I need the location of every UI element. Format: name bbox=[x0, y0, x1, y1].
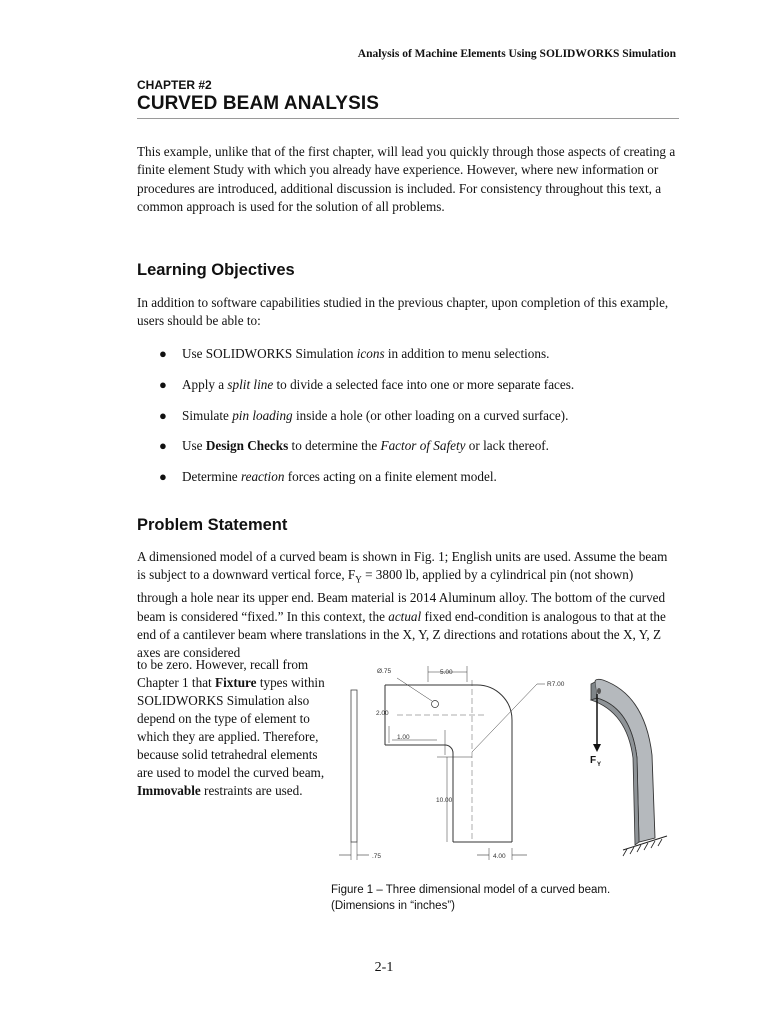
dim-radius: R7.00 bbox=[547, 681, 565, 688]
chapter-label: CHAPTER #2 bbox=[137, 78, 212, 92]
objectives-lead: In addition to software capabilities studied in the previous chapter, upon completion of this example, users should be able to: bbox=[137, 295, 669, 329]
problem-paragraph-continued bbox=[137, 656, 327, 800]
item-strong: Design Checks bbox=[205, 438, 289, 454]
pin-hole bbox=[432, 701, 439, 708]
force-label-sub: Y bbox=[597, 762, 602, 768]
dim-thickness: .75 bbox=[372, 853, 382, 860]
side-view-beam bbox=[351, 690, 357, 842]
item-emphasis: icons bbox=[356, 346, 385, 361]
item-text: Use SOLIDWORKS Simulation bbox=[182, 346, 357, 361]
dim-top-length: 5.00 bbox=[440, 669, 453, 676]
figure-caption bbox=[331, 882, 610, 914]
page-title: CURVED BEAM ANALYSIS bbox=[137, 93, 380, 114]
item-text: Use bbox=[182, 438, 206, 454]
bullet-icon: ● bbox=[159, 407, 167, 423]
list-item bbox=[137, 345, 677, 376]
dim-bottom-width: 4.00 bbox=[493, 853, 506, 860]
dim-hole: Ø.75 bbox=[377, 668, 392, 675]
bullet-icon: ● bbox=[159, 346, 167, 361]
force-subscript: Y bbox=[355, 574, 362, 585]
problem-paragraph bbox=[137, 548, 677, 662]
item-text: to determine the bbox=[288, 438, 381, 454]
beam-inner-edge bbox=[385, 745, 453, 842]
problem-text: fixed end-condition is analogous to that at the end of a cantilever beam where translations in the X, Y, Z directions and rotations about the X, Y, Z axes are considered bbox=[137, 608, 666, 661]
caption-line: (Dimensions in “inches”) bbox=[331, 900, 455, 912]
problem-text: restraints are used. bbox=[200, 783, 303, 798]
item-text: in addition to menu selections. bbox=[384, 346, 550, 361]
item-text: or lack thereof. bbox=[465, 438, 549, 454]
problem-strong: Immovable bbox=[137, 783, 201, 798]
item-text: Determine bbox=[182, 469, 241, 485]
problem-statement-heading: Problem Statement bbox=[137, 516, 288, 534]
problem-text: to be zero. However, recall from Chapter 1 that bbox=[137, 657, 309, 690]
running-header: Analysis of Machine Elements Using SOLIDWORKS Simulation bbox=[357, 48, 676, 60]
item-text: Simulate bbox=[182, 407, 233, 423]
learning-objectives-heading: Learning Objectives bbox=[137, 261, 295, 279]
caption-line: Figure 1 – Three dimensional model of a curved beam. bbox=[331, 884, 611, 896]
list-item bbox=[137, 376, 677, 407]
title-rule bbox=[137, 118, 679, 119]
dim-inner-offset: 1.00 bbox=[397, 734, 410, 741]
dim-height: 10.00 bbox=[436, 797, 453, 804]
objectives-list bbox=[137, 345, 677, 499]
force-label: F bbox=[590, 755, 597, 766]
bullet-icon: ● bbox=[159, 376, 167, 392]
item-emphasis: pin loading bbox=[232, 407, 293, 423]
figure-curved-beam bbox=[327, 660, 687, 872]
list-item bbox=[137, 407, 677, 438]
problem-text: A dimensioned model of a curved beam is shown in Fig. 1; English units are used. Assume the beam is subject to a downward vertical force, F bbox=[137, 549, 668, 583]
list-item bbox=[137, 437, 677, 468]
item-emphasis: Factor of Safety bbox=[380, 438, 466, 454]
dim-upper-height: 2.00 bbox=[376, 710, 389, 717]
problem-strong: Fixture bbox=[215, 675, 257, 690]
problem-text: = 3800 lb, applied by a cylindrical pin (not shown) through a hole near its upper end. Beam material is 2014 Aluminum alloy. The bottom of the curved beam is considered “fixed.” In this context, the bbox=[137, 567, 666, 624]
page-number: 2-1 bbox=[374, 960, 394, 975]
beam-outer-edge bbox=[385, 685, 512, 842]
item-emphasis: reaction bbox=[240, 469, 285, 485]
item-text: Apply a bbox=[182, 376, 228, 392]
list-item bbox=[137, 468, 677, 499]
item-text: to divide a selected face into one or more separate faces. bbox=[273, 376, 575, 392]
item-text: forces acting on a finite element model. bbox=[284, 469, 497, 485]
bullet-icon: ● bbox=[159, 469, 167, 485]
intro-paragraph: This example, unlike that of the first chapter, will lead you quickly through those aspects of creating a finite element Study with which you already have experience. However, where new information or procedures are introduced, additional discussion is included. For consistency throughout this text, a common approach is used for the solution of all problems. bbox=[137, 144, 676, 214]
bullet-icon: ● bbox=[159, 438, 167, 454]
item-text: inside a hole (or other loading on a curved surface). bbox=[292, 407, 569, 423]
problem-text: types within SOLIDWORKS Simulation also depend on the type of element to which they are applied. Therefore, because solid tetrahedral elements are used to model the curved beam, bbox=[137, 675, 325, 780]
item-emphasis: split line bbox=[227, 376, 274, 392]
problem-emphasis: actual bbox=[388, 608, 422, 624]
